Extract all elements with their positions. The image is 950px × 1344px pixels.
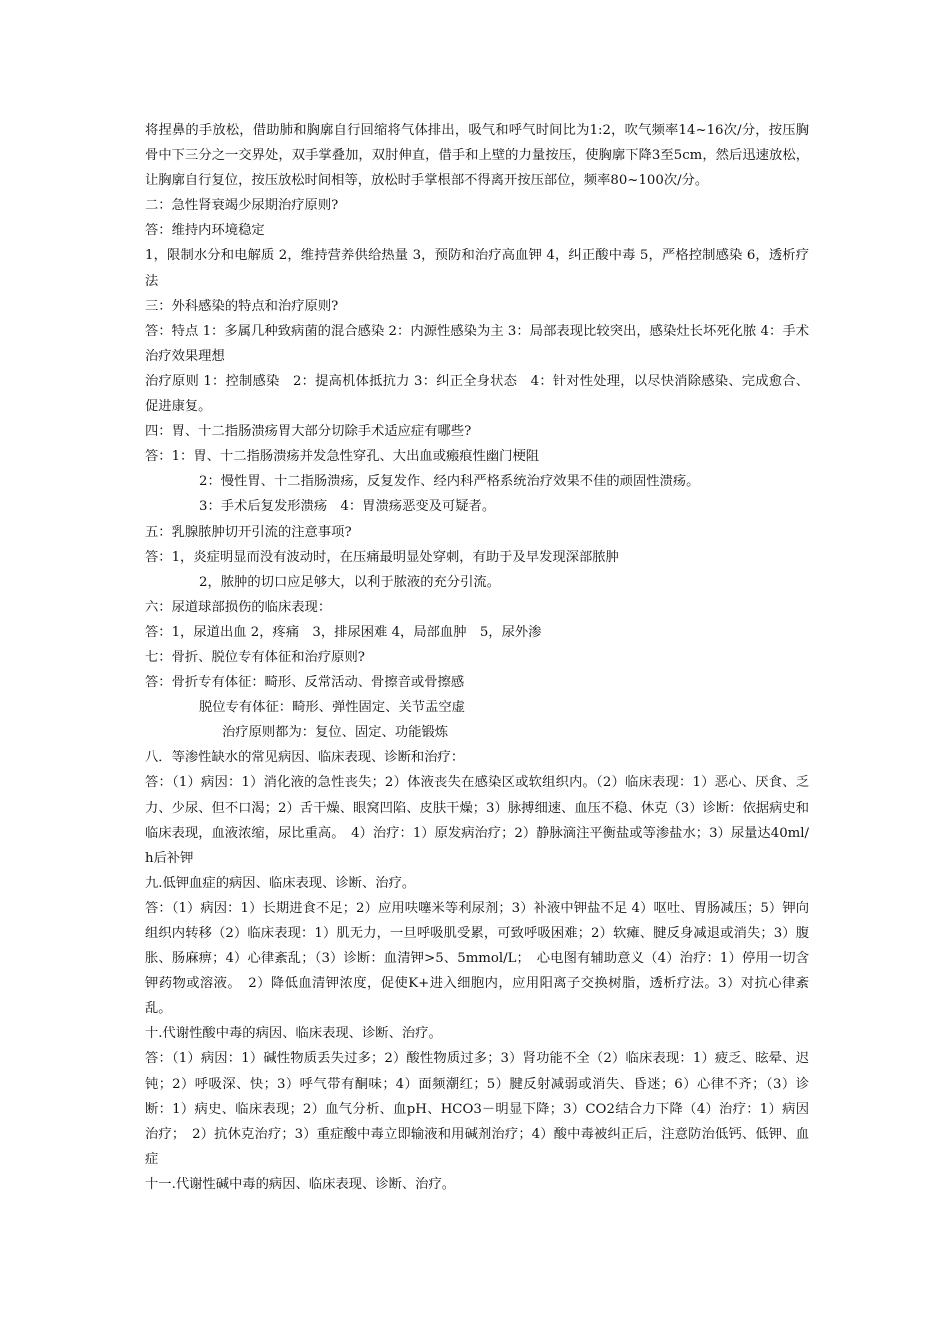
answer-6-line-1: 答：1，尿道出血 2，疼痛 3，排尿困难 4，局部血肿 5，尿外渗 <box>145 624 542 640</box>
question-10: 十.代谢性酸中毒的病因、临床表现、诊断、治疗。 <box>145 1026 442 1042</box>
question-11: 十一.代谢性碱中毒的病因、临床表现、诊断、治疗。 <box>145 1176 456 1192</box>
answer-4-line-3: 3：手术后复发形溃疡 4：胃溃疡恶变及可疑者。 <box>199 499 496 515</box>
answer-3-line-1: 答：特点 1：多属几种致病菌的混合感染 2：内源性感染为主 3：局部表现比较突出，感染灶长坏死化脓 4：手术治疗效果理想 <box>145 323 809 364</box>
answer-4-line-2: 2：慢性胃、十二指肠溃疡，反复发作、经内科严格系统治疗效果不佳的顽固性溃疡。 <box>199 474 700 490</box>
answer-2-line-1: 答：维持内环境稳定 <box>145 223 265 239</box>
question-5: 五：乳腺脓肿切开引流的注意事项? <box>145 524 352 540</box>
answer-3-line-2: 治疗原则 1：控制感染 2：提高机体抵抗力 3：纠正全身状态 4：针对性处理，以尽快消除感染、完成愈合、促进康复。 <box>145 373 809 415</box>
answer-2-line-2: 1，限制水分和电解质 2，维持营养供给热量 3，预防和治疗高血钾 4，纠正酸中毒 5，严格控制感染 6，透析疗法 <box>145 248 809 289</box>
answer-8: 答：（1）病因：1）消化液的急性丧失；2）体液丧失在感染区或软组织内。（2）临床表现：1）恶心、厌食、乏力、少尿、但不口渴；2）舌干燥、眼窝凹陷、皮肤干燥；3）脉搏细速、血压不稳、休克（3）诊断：依据病史和临床表现，血液浓缩，尿比重高。 4）治疗：1）原发病治疗；2）静脉滴注平衡盐或等渗盐水；3）尿量达40ml/h后补钾 <box>145 775 809 866</box>
answer-7-line-3: 治疗原则都为：复位、固定、功能锻炼 <box>222 725 449 741</box>
answer-7-line-2: 脱位专有体征：畸形、弹性固定、关节盂空虚 <box>199 700 465 716</box>
question-7: 七：骨折、脱位专有体征和治疗原则? <box>145 649 365 665</box>
question-8: 八．等渗性缺水的常见病因、临床表现、诊断和治疗： <box>145 750 465 766</box>
question-2: 二：急性肾衰竭少尿期治疗原则? <box>145 198 339 214</box>
question-4: 四：胃、十二指肠溃疡胃大部分切除手术适应症有哪些? <box>145 424 472 440</box>
question-6: 六：尿道球部损伤的临床表现： <box>145 599 332 615</box>
answer-5-line-2: 2，脓肿的切口应足够大，以利于脓液的充分引流。 <box>199 574 500 590</box>
answer-7-line-1: 答：骨折专有体征：畸形、反常活动、骨擦音或骨擦感 <box>145 675 465 691</box>
paragraph-intro: 将捏鼻的手放松，借助肺和胸廓自行回缩将气体排出，吸气和呼气时间比为1:2，吹气频率14~16次/分，按压胸骨中下三分之一交界处，双手掌叠加，双肘伸直，借手和上壁的力量按压，使胸廓下降3至5cm，然后迅速放松，让胸廓自行复位，按压放松时间相等，放松时手掌根部不得离开按压部位，频率80~100次/分。 <box>145 123 809 189</box>
question-9: 九.低钾血症的病因、临床表现、诊断、治疗。 <box>145 875 416 891</box>
answer-10: 答：（1）病因：1）碱性物质丢失过多；2）酸性物质过多；3）肾功能不全（2）临床表现：1）疲乏、眩晕、迟钝；2）呼吸深、快；3）呼气带有酮味；4）面频潮红；5）腱反射减弱或消失、昏迷；6）心律不齐；（3）诊断：1）病史、临床表现；2）血气分析、血pH、HCO3－明显下降；3）CO2结合力下降（4）治疗：1）病因治疗； 2）抗休克治疗；3）重症酸中毒立即输液和用碱剂治疗；4）酸中毒被纠正后，注意防治低钙、低钾、血症 <box>145 1051 809 1167</box>
answer-5-line-1: 答：1，炎症明显而没有波动时，在压痛最明显处穿刺，有助于及早发现深部脓肿 <box>145 549 619 565</box>
document-body <box>145 118 809 1197</box>
question-3: 三：外科感染的特点和治疗原则? <box>145 298 339 314</box>
answer-4-line-1: 答：1：胃、十二指肠溃疡并发急性穿孔、大出血或瘢痕性幽门梗阻 <box>145 449 540 465</box>
answer-9: 答：（1）病因：1）长期进食不足；2）应用呋噻米等利尿剂；3）补液中钾盐不足 4）呕吐、胃肠减压；5）钾向组织内转移（2）临床表现：1）肌无力，一旦呼吸肌受累，可致呼吸困难；2）软瘫、腱反身减退或消失；3）腹胀、肠麻痹；4）心律紊乱；（3）诊断：血清钾>5、5mmol/L； 心电图有辅助意义（4）治疗：1）停用一切含钾药物或溶液。 2）降低血清钾浓度，促使K+进入细胞内，应用阳离子交换树脂，透析疗法。3）对抗心律紊乱。 <box>145 900 809 1017</box>
